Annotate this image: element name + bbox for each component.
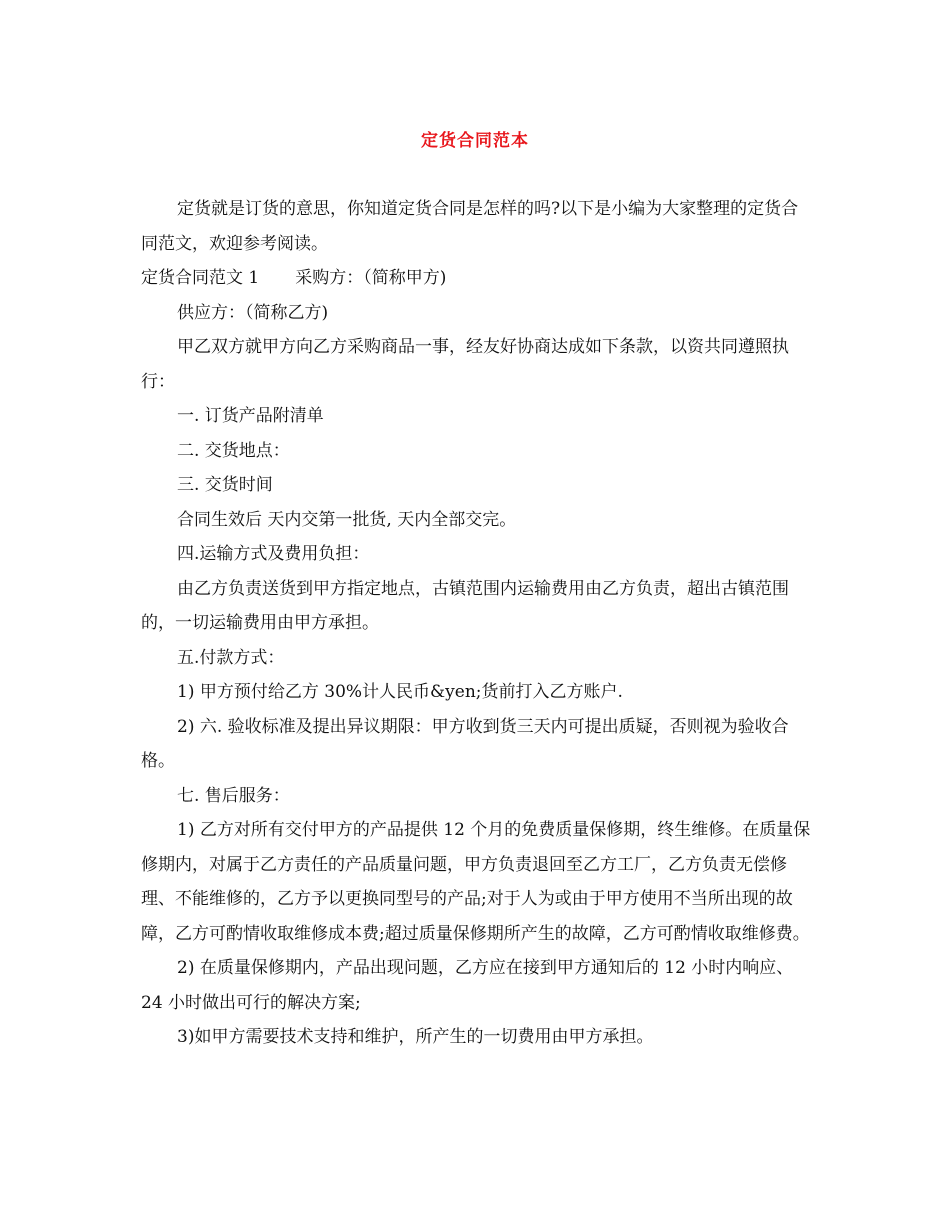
paragraph-sample-heading	[141, 261, 813, 296]
clause-7-item-1: 1) 乙方对所有交付甲方的产品提供 12 个月的免费质量保修期，终生维修。在质量保修期内，对属于乙方责任的产品质量问题，甲方负责退回至乙方工厂，乙方负责无偿修理、不能维修的，乙方予以更换同型号的产品;对于人为或由于甲方使用不当所出现的故障，乙方可酌情收取维修成本费;超过质量保修期所产生的故障，乙方可酌情收取维修费。	[141, 820, 811, 944]
clause-2: 二. 交货地点：	[177, 440, 290, 461]
document-title: 定货合同范本	[421, 131, 529, 151]
clause-5-item-2: 2) 六. 验收标准及提出异议期限：甲方收到货三天内可提出质疑，否则视为验收合格。	[141, 716, 789, 771]
clause-3-detail: 合同生效后 天内交第一批货, 天内全部交完。	[177, 509, 517, 530]
paragraph-intro: 定货就是订货的意思，你知道定货合同是怎样的吗?以下是小编为大家整理的定货合同范文，欢迎参考阅读。	[141, 199, 799, 254]
clause-7-item-3: 3)如甲方需要技术支持和维护，所产生的一切费用由甲方承担。	[177, 1027, 654, 1047]
paragraph-preamble: 甲乙双方就甲方向乙方采购商品一事，经友好协商达成如下条款，以资共同遵照执行：	[141, 337, 789, 392]
clause-5-item-1: 1) 甲方预付给乙方 30%计人民币&yen;货前打入乙方账户.	[177, 682, 623, 702]
clause-7: 七. 售后服务：	[177, 785, 290, 806]
paragraph-supplier: 供应方：（简称乙方)	[177, 302, 329, 323]
buyer-line: 采购方：（简称甲方)	[295, 268, 447, 288]
clause-5: 五.付款方式：	[177, 647, 285, 668]
clause-4: 四.运输方式及费用负担：	[177, 544, 370, 564]
clause-7-item-2: 2) 在质量保修期内，产品出现问题，乙方应在接到甲方通知后的 12 小时内响应、24 小时做出可行的解决方案;	[141, 958, 794, 1013]
clause-3: 三. 交货时间	[177, 475, 273, 495]
clause-4-detail: 由乙方负责送货到甲方指定地点，古镇范围内运输费用由乙方负责，超出古镇范围的，一切运输费用由甲方承担。	[141, 578, 789, 633]
clause-1: 一. 订货产品附清单	[177, 406, 324, 426]
sample-label: 定货合同范文 1	[141, 268, 260, 288]
document-body	[141, 192, 813, 1055]
